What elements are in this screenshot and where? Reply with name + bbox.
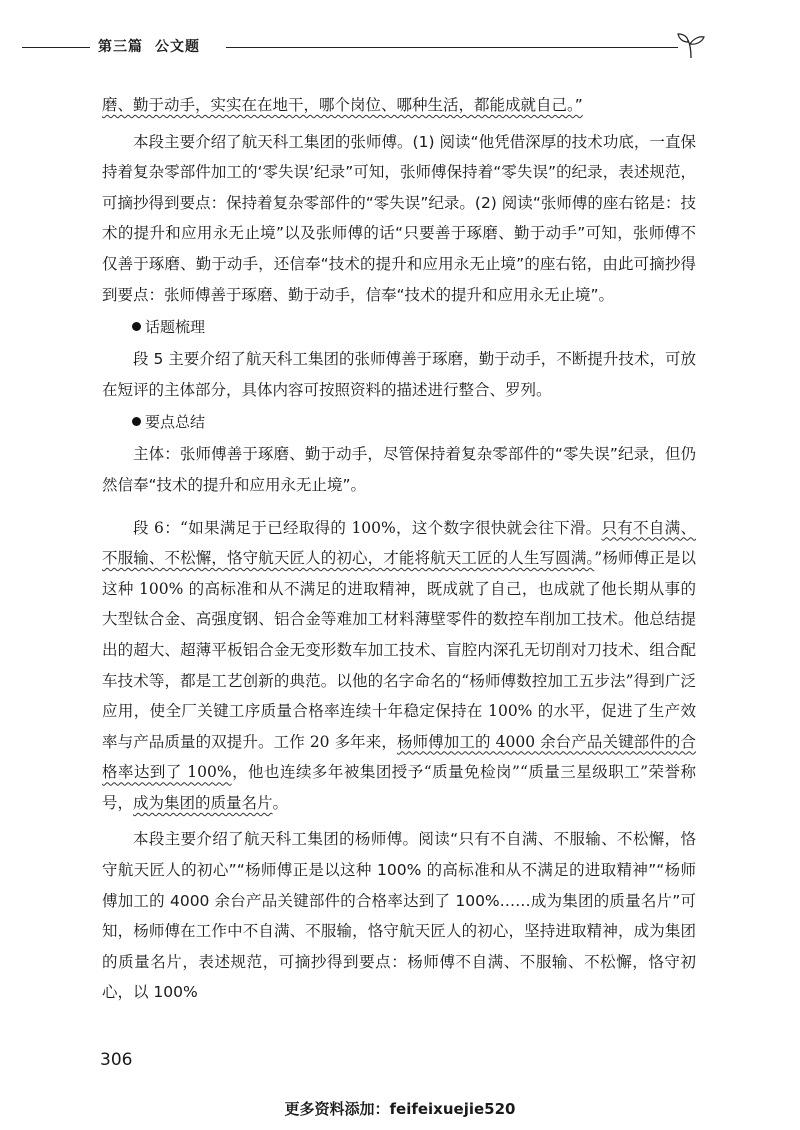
page-body [102, 90, 696, 1008]
bullet-dot-icon [132, 322, 141, 331]
header-rule-right [226, 47, 678, 48]
bullet-dot-icon [132, 417, 141, 426]
bullet-label: 要点总结 [145, 413, 206, 432]
summary-paragraph: 主体：张师傅善于琢磨、勤于动手，尽管保持着复杂零部件的“零失误”纪录，但仍然信奉“技术的提升和应用永无止境”。 [102, 445, 696, 494]
paragraph-continuation [102, 90, 696, 121]
bullet-heading-topic [102, 310, 696, 344]
header-part: 第三篇 [98, 39, 143, 55]
header-rule-left [22, 47, 90, 48]
source-text: ”杨师傅正是以这种 100% 的高标准和从不满足的进取精神 [102, 549, 696, 598]
wavy-underline-text: 磨、勤于动手，实实在在地干，哪个岗位、哪种生活，都能成就自己。” [102, 96, 583, 114]
header-section: 公文题 [155, 39, 200, 55]
bullet-heading-summary [102, 405, 696, 439]
running-header [0, 30, 800, 66]
source-text: 段 6：“如果满足于已经取得的 100%，这个数字很快就会往下滑。 [133, 518, 602, 537]
footer-note: 更多资料添加：feifeixuejie520 [284, 1100, 516, 1118]
analysis-paragraph-zhang: 本段主要介绍了航天科工集团的张师傅。(1) 阅读“他凭借深厚的技术功底，一直保持着复杂零部件加工的‘零失误’纪录”可知，张师傅保持着“零失误”的纪录，表述规范，可摘抄得到要点：保持着复杂零部件的“零失误”纪录。(2) 阅读“张师傅的座右铭是：技术的提升和应用永无止境”以及张师傅的话“只要善于琢磨、勤于动手”可知，张师傅不仅善于琢磨、勤于动手，还信奉“技术的提升和应用永无止境”的座右铭，由此可摘抄得到要点：张师傅善于琢磨、勤于动手，信奉“技术的提升和应用永无止境”。 [102, 132, 696, 304]
wavy-underline-text: 成为集团的质量名片 [133, 793, 273, 812]
header-title [98, 36, 200, 56]
wavy-underline-text: 只有不自满、不服输、不松懈，恪守航天匠人的初心，才能将航天工匠的人生写圆满。 [102, 518, 696, 568]
analysis-paragraph-yang: 本段主要介绍了航天科工集团的杨师傅。阅读“只有不自满、不服输、不松懈，恪守航天匠人的初心”“杨师傅正是以这种 100% 的高标准和从不满足的进取精神”“杨师傅加工的 4000 余台产品关键部件的合格率达到了 100%……成为集团的质量名片”可知，杨师傅在工作中不自满、不服输，恪守航天匠人的初心，坚持进取精神，成为集团的质量名片，表述规范，可摘抄得到要点：杨师傅不自满、不服输、不松懈，恪守初心，以 100% [102, 830, 696, 1002]
sprout-icon [676, 32, 706, 60]
wavy-underline-text: 杨师傅加工的 4000 余台产品关键部件的合格率达到了 100% [102, 732, 696, 782]
source-text: ，他也连续多年被集团授予“质量免检岗”“质量三星级职工”荣誉称号， [102, 763, 696, 812]
source-text: 。 [272, 793, 289, 812]
page-number: 306 [100, 1050, 133, 1070]
source-text: ，既成就了自己，也成就了他长期从事的大型钛合金、高强度钢、铝合金等难加工材料薄壁零件的数控车削加工技术。他总结提出的超大、超薄平板铝合金无变形数车加工技术、盲腔内深孔无切削对刀技术、组合配车技术等，都是工艺创新的典范。以他的名字命名的“杨师傅数控加工五步法”得到广泛应用，使全厂关键工序质量合格率连续十年稳定保持在 100% 的水平，促进了生产效率与产品质量的双提升。工作 20 多年来， [102, 579, 696, 751]
topic-paragraph: 段 5 主要介绍了航天科工集团的张师傅善于琢磨，勤于动手，不断提升技术，可放在短评的主体部分，具体内容可按照资料的描述进行整合、罗列。 [102, 350, 696, 399]
bullet-label: 话题梳理 [145, 318, 206, 337]
source-material-paragraph [102, 513, 696, 819]
